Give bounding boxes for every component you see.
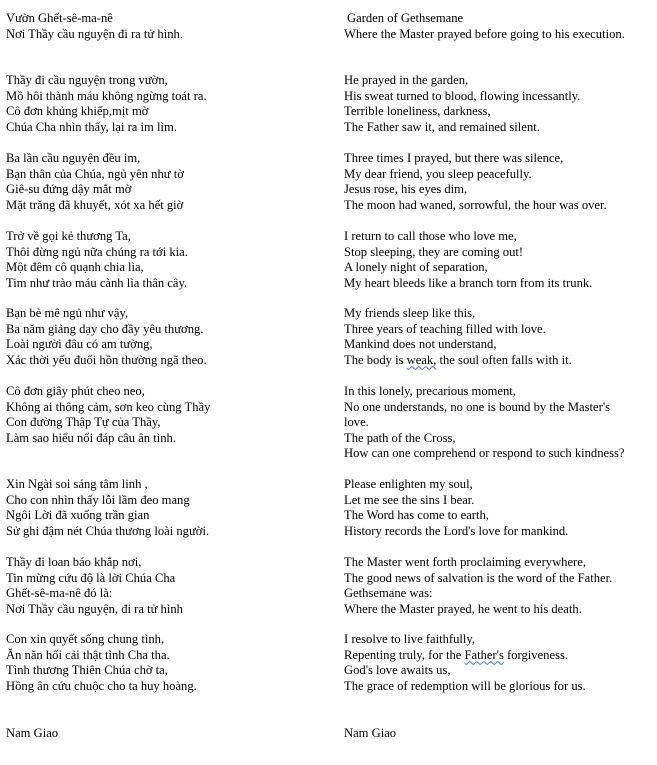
poem-subtitle-en: Where the Master prayed before going to his execution.	[344, 27, 625, 41]
verse-line-vi: Ghết-sê-ma-nê đó là:	[6, 586, 113, 600]
verse-line-en: I resolve to live faithfully,	[344, 632, 476, 646]
verse-line-en: I return to call those who love me,	[344, 229, 517, 243]
verse-line-en: Mankind does not understand,	[344, 337, 497, 351]
author-signature-vi: Nam Giao	[6, 726, 59, 740]
verse-line-en: The Father saw it, and remained silent.	[344, 119, 540, 134]
verse-line-en: My friends sleep like this,	[344, 306, 476, 320]
verse-line-en: The grace of redemption will be glorious for us.	[344, 678, 586, 693]
verse-line-en: Terrible loneliness, darkness,	[344, 104, 491, 118]
verse-line-vi: Thầy đi loan báo khắp nơi,	[6, 555, 142, 569]
poem-title-vi: Vườn Ghết-sê-ma-nê	[6, 11, 113, 25]
verse-line-vi: Chúa Cha nhìn thấy, lại ra im lìm.	[6, 119, 177, 134]
proofing-underline: weak,	[406, 352, 437, 367]
verse-line-en: The body is weak, the soul often falls with it.	[344, 352, 572, 367]
verse-line-vi: Bạn bè mê ngủ như vậy,	[6, 306, 129, 320]
verse-line-vi: Xác thời yếu đuối hồn thường ngã theo.	[6, 352, 207, 367]
verse-line-vi: Xin Ngài soi sáng tâm linh ,	[6, 477, 148, 491]
verse-line-en: No one understands, no one is bound by the Master's	[344, 399, 610, 414]
verse-line-vi: Một đêm cô quạnh chia lìa,	[6, 260, 144, 274]
verse-line-en: A lonely night of separation,	[344, 260, 488, 274]
verse-line-en: Where the Master prayed, he went to his death.	[344, 601, 582, 616]
verse-line-vi: Trở về gọi kẻ thương Ta,	[6, 229, 131, 243]
verse-line-en: He prayed in the garden,	[344, 73, 469, 87]
poem-title-en: Garden of Gethsemane	[347, 11, 464, 25]
verse-line-en: God's love awaits us,	[344, 663, 451, 677]
verse-line-en: My heart bleeds like a branch torn from its trunk.	[344, 275, 593, 290]
verse-line-en: Three years of teaching filled with love.	[344, 321, 546, 336]
verse-line-vi: Tim như trào máu cành lìa thân cây.	[6, 275, 188, 290]
verse-line-en: Three times I prayed, but there was silence,	[344, 151, 564, 165]
proofing-underline: Father's	[464, 647, 504, 662]
verse-line-vi: Loài người đâu có am tường,	[6, 337, 153, 351]
verse-line-vi: Mặt trăng đã khuyết, xót xa hết giờ	[6, 197, 184, 212]
verse-line-vi: Ngôi Lời đã xuống trần gian	[6, 508, 150, 522]
verse-line-vi: Cho con nhìn thấy lỗi lầm đeo mang	[6, 492, 190, 507]
verse-line-vi: Tình thương Thiên Chúa chờ ta,	[6, 663, 168, 677]
verse-line-en: Let me see the sins I bear.	[344, 492, 475, 507]
verse-line-vi: Con đường Thập Tự của Thầy,	[6, 415, 161, 429]
verse-line-vi: Sử ghi đậm nét Chúa thương loài người.	[6, 523, 210, 538]
verse-line-en: love.	[344, 415, 369, 429]
verse-line-en: My dear friend, you sleep peacefully.	[344, 166, 532, 181]
verse-line-en: The Master went forth proclaiming everywhere,	[344, 555, 586, 569]
verse-line-vi: Con xin quyết sống chung tình,	[6, 632, 165, 646]
verse-line-vi: Nơi Thầy cầu nguyện, đi ra tử hình	[6, 601, 183, 616]
verse-line-en: His sweat turned to blood, flowing incessantly.	[344, 88, 581, 103]
verse-line-en: In this lonely, precarious moment,	[344, 384, 516, 398]
verse-line-vi: Ba lần cầu nguyện đều im,	[6, 151, 141, 165]
verse-line-en: The moon had waned, sorrowful, the hour was over.	[344, 197, 607, 212]
verse-line-en: Please enlighten my soul,	[344, 477, 473, 491]
verse-line-en: How can one comprehend or respond to such kindness?	[344, 446, 625, 460]
verse-line-vi: Không ai thông cảm, sơn keo cùng Thầy	[6, 399, 211, 414]
author-signature-en: Nam Giao	[344, 726, 397, 740]
verse-line-vi: Làm sao hiểu nổi đáp câu ân tình.	[6, 430, 176, 445]
verse-line-en: Stop sleeping, they are coming out!	[344, 244, 524, 259]
verse-line-vi: Mồ hôi thành máu không ngừng toát ra.	[6, 88, 207, 103]
poem-subtitle-vi: Nơi Thầy cầu nguyện đi ra tử hình.	[6, 27, 183, 41]
verse-line-vi: Tin mừng cứu độ là lời Chúa Cha	[6, 570, 176, 585]
verse-line-vi: Bạn thân của Chúa, ngủ yên như tờ	[6, 166, 184, 181]
verse-line-vi: Cô đơn khủng khiếp,mịt mờ	[6, 104, 149, 118]
verse-line-en: The Word has come to earth,	[344, 508, 489, 522]
verse-line-vi: Cô đơn giây phút cheo neo,	[6, 384, 145, 398]
verse-line-en: The good news of salvation is the word of the Father.	[344, 570, 613, 585]
verse-line-vi: Hồng ân cứu chuộc cho ta huy hoàng.	[6, 678, 197, 693]
verse-line-en: Repenting truly, for the Father's forgiveness.	[344, 647, 569, 662]
verse-line-vi: Ăn năn hối cải thật tình Cha tha.	[6, 647, 170, 662]
verse-line-en: History records the Lord's love for mankind.	[344, 523, 569, 538]
verse-line-vi: Ba năm giảng dạy cho đầy yêu thương.	[6, 321, 204, 336]
verse-line-vi: Thầy đi cầu nguyện trong vườn,	[6, 73, 168, 87]
verse-line-vi: Giê-su đứng dậy mắt mờ	[6, 182, 132, 196]
verse-line-en: Jesus rose, his eyes dim,	[344, 182, 468, 196]
verse-line-vi: Thôi đừng ngủ nữa chúng ra tới kia.	[6, 244, 188, 259]
verse-line-en: Gethsemane was:	[344, 586, 433, 600]
verse-line-en: The path of the Cross,	[344, 430, 456, 445]
